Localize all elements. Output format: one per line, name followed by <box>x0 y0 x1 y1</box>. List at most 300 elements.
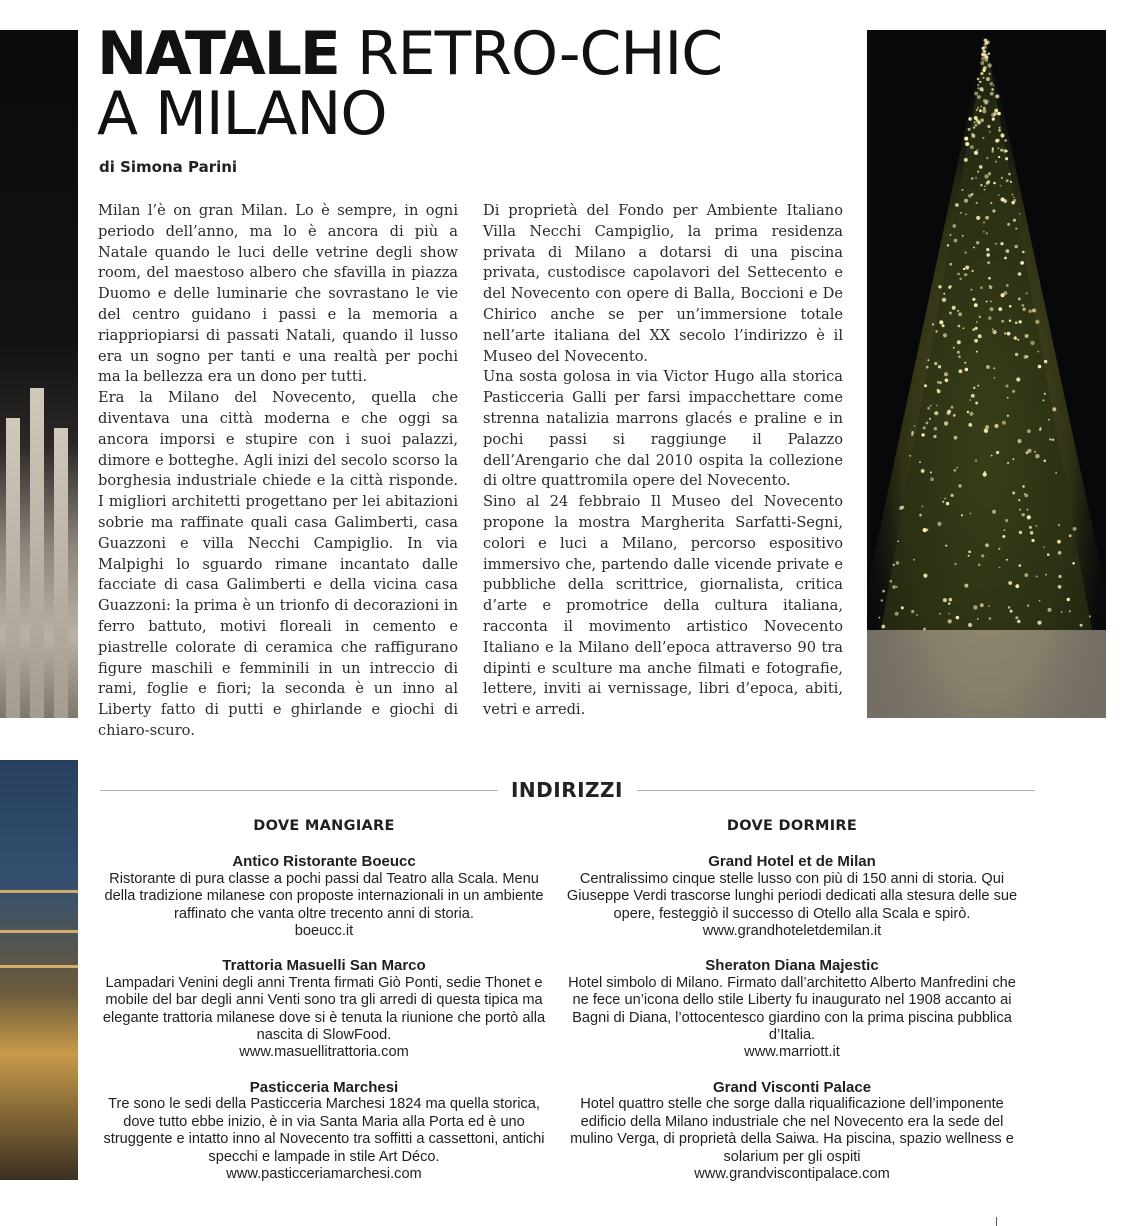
tree-light <box>969 399 971 401</box>
tree-light <box>974 124 977 127</box>
tree-light <box>984 189 986 191</box>
tree-light <box>1000 185 1002 187</box>
tree-light <box>945 379 949 383</box>
tree-light <box>1027 429 1031 433</box>
tree-light <box>1017 439 1021 443</box>
tree-light <box>984 43 986 45</box>
tree-light <box>989 131 991 133</box>
tree-light <box>921 469 925 473</box>
tree-light <box>1080 624 1083 627</box>
tree-light <box>976 119 980 123</box>
tree-light <box>1007 332 1011 336</box>
tree-light <box>970 145 974 149</box>
tree-light <box>943 598 947 602</box>
tree-light <box>968 551 971 554</box>
venue-website: boeucc.it <box>294 923 354 940</box>
tree-light <box>962 189 964 191</box>
tree-light <box>968 117 972 121</box>
tree-light <box>954 469 957 472</box>
tree-light <box>1059 575 1062 578</box>
tree-light <box>977 149 979 151</box>
author-byline: di Simona Parini <box>99 158 238 176</box>
tree-light <box>987 261 990 264</box>
tree-light <box>964 158 968 162</box>
tree-light <box>933 435 936 438</box>
tree-light <box>973 126 975 128</box>
tree-light <box>1029 310 1032 313</box>
tree-light <box>930 405 932 407</box>
tree-light <box>980 81 982 83</box>
tree-light <box>1010 610 1013 613</box>
tree-light <box>985 543 989 547</box>
tree-light <box>1024 573 1028 577</box>
tree-light <box>994 109 998 113</box>
tree-light <box>1045 574 1047 576</box>
tree-light <box>988 605 990 607</box>
tree-light <box>893 564 895 566</box>
tree-light <box>964 362 966 364</box>
tree-light <box>952 306 956 310</box>
tree-light <box>951 494 954 497</box>
tree-light <box>987 125 990 128</box>
tree-light <box>975 460 977 462</box>
tree-light <box>977 87 979 89</box>
paragraph: Una sosta golosa in via Victor Hugo alla storica Pasticceria Galli per farsi impacchettare come strenna natalizia marrons glacés e praline e in pochi passi si raggiunge il Palazzo dell’Arengario che dal 2010 ospita la collezione di oltre quattromila opere del Novecento. <box>483 368 843 490</box>
tree-light <box>1007 415 1009 417</box>
tree-light <box>959 278 962 281</box>
tree-light <box>991 455 993 457</box>
tree-light <box>971 193 973 195</box>
naviglio-night-photo <box>0 760 78 1180</box>
tree-light <box>950 234 952 236</box>
tree-light <box>951 406 954 409</box>
tree-light <box>990 301 992 303</box>
tree-light <box>1000 149 1003 152</box>
tree-light <box>965 214 967 216</box>
tree-light <box>971 270 973 272</box>
tree-light <box>1015 584 1019 588</box>
tree-light <box>1044 393 1046 395</box>
tree-light <box>992 149 994 151</box>
tree-light <box>978 564 981 567</box>
tree-light <box>938 365 941 368</box>
tree-light <box>991 113 995 117</box>
venue-website: www.marriott.it <box>744 1044 840 1061</box>
duomo-spires-photo <box>0 30 78 718</box>
tree-light <box>901 606 904 609</box>
tree-light <box>968 623 972 627</box>
tree-light <box>1022 251 1025 254</box>
tree-light <box>994 377 996 379</box>
tree-light <box>986 77 990 81</box>
tree-light <box>1049 438 1051 440</box>
tree-light <box>972 328 975 331</box>
tree-light <box>1021 304 1024 307</box>
tree-light <box>976 241 979 244</box>
tree-light <box>1002 535 1005 538</box>
tree-light <box>913 559 915 561</box>
tree-light <box>924 384 927 387</box>
tree-light <box>1028 449 1032 453</box>
tree-light <box>909 455 911 457</box>
tree-light <box>976 109 978 111</box>
tree-light <box>911 610 914 613</box>
tree-light <box>919 514 922 517</box>
tree-light <box>1036 575 1038 577</box>
body-column-right <box>483 201 843 721</box>
tree-light <box>1029 526 1032 529</box>
tree-light <box>1001 177 1003 179</box>
tree-light <box>982 77 984 79</box>
paragraph: Milan l’è on gran Milan. Lo è sempre, in ogni periodo dell’anno, ma lo è ancora di più a Natale quando le luci delle vetrine degli show room, del maestoso albero che sfavilla in piazza Duomo e delle luminarie che sovrastano le vie del centro guidano i passi e la memoria a riappriopiarsi di passati Natali, quando il lusso era un sogno per tanti e una realtà per pochi ma la bellezza era un dono per tutti. <box>98 202 458 386</box>
tree-light <box>1026 292 1028 294</box>
paragraph: Sino al 24 febbraio Il Museo del Novecento propone la mostra Margherita Sarfatti-Segni, colori e luci a Milano, percorso espositivo immersivo che, partendo dalle vicende private e pubbliche della scrittrice, giornalista, critica d’arte e promotrice della cultura italiana, racconta il movimento artistico Novecento Italiano e la Milano dell’epoca attraverso 90 tra dipinti e sculture ma anche filmati e fotografie, lettere, inviti ai vernissage, libri d’epoca, abiti, vetri e arredi. <box>483 493 843 719</box>
tree-light <box>1007 223 1010 226</box>
tree-light <box>982 49 985 52</box>
title-light: RETRO-CHIC <box>338 19 723 89</box>
tree-light <box>995 161 997 163</box>
tree-light <box>958 355 961 358</box>
tree-light <box>1039 600 1041 602</box>
tree-light <box>989 285 991 287</box>
tree-light <box>979 316 982 319</box>
tree-light <box>948 619 952 623</box>
tree-light <box>1030 531 1034 535</box>
tree-light <box>986 301 988 303</box>
tree-light <box>957 273 960 276</box>
tree-light <box>914 425 916 427</box>
tree-light <box>985 430 988 433</box>
venue-name: Grand Hotel et de Milan <box>708 853 876 871</box>
tree-light <box>1012 194 1014 196</box>
tree-light <box>995 243 997 245</box>
tree-light <box>980 87 984 91</box>
address-entry <box>96 1079 552 1183</box>
tree-light <box>976 321 978 323</box>
tree-light <box>964 137 968 141</box>
tree-light <box>922 505 924 507</box>
section-rule-right <box>637 790 1035 791</box>
section-title: INDIRIZZI <box>510 778 623 802</box>
tree-light <box>957 310 959 312</box>
tree-light <box>971 289 973 291</box>
tree-light <box>988 277 991 280</box>
tree-light <box>1006 249 1010 253</box>
tree-light <box>1012 390 1015 393</box>
tree-light <box>1036 525 1038 527</box>
tree-light <box>1067 598 1070 601</box>
tree-light <box>993 182 996 185</box>
tree-light <box>986 157 988 159</box>
tree-light <box>981 554 984 557</box>
tree-light <box>1073 527 1077 531</box>
tree-light <box>944 498 946 500</box>
tree-light <box>957 340 961 344</box>
tree-light <box>989 307 993 311</box>
tree-light <box>926 422 929 425</box>
tree-light <box>1003 149 1007 153</box>
tree-light <box>976 202 978 204</box>
tree-light <box>1043 546 1045 548</box>
tree-light <box>945 545 947 547</box>
tree-light <box>947 244 949 246</box>
tree-light <box>1009 320 1011 322</box>
tree-light <box>993 85 995 87</box>
tree-light <box>999 567 1001 569</box>
tree-light <box>946 502 949 505</box>
tree-light <box>935 330 937 332</box>
tree-light <box>998 156 1000 158</box>
tree-light <box>983 107 986 110</box>
tree-light <box>916 614 918 616</box>
tree-light <box>948 602 951 605</box>
tree-light <box>983 472 987 476</box>
tree-light <box>881 625 885 629</box>
tree-light <box>972 298 975 301</box>
tree-light <box>986 233 988 235</box>
tree-light <box>1008 606 1011 609</box>
tree-light <box>923 574 927 578</box>
tree-light <box>1013 219 1016 222</box>
venue-name: Grand Visconti Palace <box>712 1078 872 1096</box>
tree-light <box>973 605 977 609</box>
venue-description: Centralissimo cinque stelle lusso con più di 150 anni di storia. Qui Giuseppe Verdi trascorse lunghi periodi dedicati alla stesura delle sue opere, festeggiò il successo di Otello alla Scala e spirò. <box>566 870 1018 922</box>
tree-light <box>998 307 1002 311</box>
venue-name: Pasticceria Marchesi <box>249 1078 399 1096</box>
tree-light <box>1009 305 1012 308</box>
tree-light <box>1004 291 1008 295</box>
tree-light <box>992 209 995 212</box>
tree-light <box>1008 581 1012 585</box>
tree-light <box>937 389 939 391</box>
tree-light <box>974 121 976 123</box>
tree-light <box>1055 472 1057 474</box>
tree-light <box>982 109 986 113</box>
tree-light <box>998 548 1000 550</box>
tree-light <box>975 327 978 330</box>
tree-light <box>965 266 969 270</box>
tree-light <box>1006 284 1009 287</box>
tree-light <box>956 616 960 620</box>
tree-light <box>1044 360 1047 363</box>
tree-light <box>938 285 941 288</box>
tree-light <box>992 510 996 514</box>
tree-light <box>967 411 969 413</box>
tree-light <box>989 617 992 620</box>
tree-light <box>989 73 991 75</box>
tree-light <box>1061 611 1063 613</box>
tree-light <box>947 411 951 415</box>
tree-light <box>944 372 948 376</box>
tree-light <box>985 425 989 429</box>
tree-light <box>1058 551 1062 555</box>
tree-light <box>960 212 962 214</box>
tree-light <box>980 73 982 75</box>
tree-light <box>988 53 990 55</box>
tree-light <box>949 598 953 602</box>
tree-light <box>1043 399 1045 401</box>
article-title <box>97 19 723 149</box>
tree-light <box>1034 451 1036 453</box>
tree-light <box>930 477 934 481</box>
tree-light <box>980 286 983 289</box>
tree-light <box>988 172 991 175</box>
tree-light <box>955 203 959 207</box>
venue-description: Lampadari Venini degli anni Trenta firmati Giò Ponti, sedie Thonet e mobile del bar degli anni Venti sono tra gli arredi di questa tipica ma elegante trattoria milanese dove si è tenuta la riunione che portò alla nascita di SlowFood. <box>102 974 546 1044</box>
tree-light <box>1005 519 1008 522</box>
tree-light <box>992 118 995 121</box>
tree-light <box>954 239 958 243</box>
tree-light <box>975 177 977 179</box>
tree-light <box>896 561 899 564</box>
tree-light <box>971 134 975 138</box>
tree-light <box>980 603 984 607</box>
tree-light <box>990 92 994 96</box>
tree-light <box>986 248 989 251</box>
tree-light <box>1019 509 1021 511</box>
venue-name: Sheraton Diana Majestic <box>705 957 879 975</box>
tree-light <box>879 617 881 619</box>
tree-light <box>968 555 970 557</box>
tree-light <box>994 424 998 428</box>
tree-light <box>988 316 991 319</box>
tree-light <box>988 63 992 67</box>
tree-light <box>980 118 984 122</box>
tree-light <box>980 61 984 65</box>
tree-light <box>973 247 975 249</box>
tree-light <box>1057 540 1061 544</box>
tree-light <box>987 180 990 183</box>
tree-light <box>964 584 968 588</box>
tree-light <box>919 461 921 463</box>
tree-light <box>984 174 988 178</box>
tree-light <box>1047 608 1051 612</box>
tree-light <box>942 501 944 503</box>
tree-light <box>1015 321 1018 324</box>
tree-light <box>1008 173 1011 176</box>
tree-light <box>1052 407 1056 411</box>
venue-website: www.pasticceriamarchesi.com <box>226 1165 422 1182</box>
tree-light <box>1014 245 1018 249</box>
tree-light <box>948 613 950 615</box>
tree-light <box>923 628 926 631</box>
tree-light <box>1000 133 1004 137</box>
tree-light <box>980 184 982 186</box>
tree-light <box>942 324 945 327</box>
tree-light <box>1006 559 1008 561</box>
tree-light <box>983 221 985 223</box>
tree-light <box>998 194 1000 196</box>
tree-light <box>911 431 914 434</box>
tree-light <box>1019 531 1022 534</box>
tree-light <box>984 185 986 187</box>
tree-light <box>1004 332 1006 334</box>
tree-light <box>1089 615 1091 617</box>
tree-light <box>981 56 985 60</box>
tree-light <box>897 541 899 543</box>
tree-light <box>977 171 979 173</box>
tree-light <box>977 618 979 620</box>
tree-light <box>1002 421 1006 425</box>
tree-light <box>1030 341 1034 345</box>
paragraph: Era la Milano del Novecento, quella che diventava una città moderna e che oggi sa ancora imporsi e stupire con i suoi palazzi, dimore e botteghe. Agli inizi del secolo scorso la borghesia industriale chiede e la città risponde. I migliori architetti progettano per lei abitazioni sobrie ma raffinate quali casa Galimberti, casa Guazzoni e villa Necchi Campiglio. In via Malpighi lo sguardo rimane incantato dalle facciate di casa Galimberti e della vicina casa Guazzoni: la prima è un trionfo di decorazioni in ferro battuto, motivi floreali in cemento e piastrelle colorate di ceramica che raffigurano figure maschili e femminili in un intreccio di rami, foglie e fiori; la seconda è un inno al Liberty fatto di putti e ghirlande e giochi di chiaro-scuro. <box>98 389 458 739</box>
tree-light <box>971 394 975 398</box>
tree-light <box>968 423 972 427</box>
tree-light <box>1005 157 1008 160</box>
tree-light <box>974 303 978 307</box>
tree-light <box>1004 257 1007 260</box>
tree-light <box>963 327 965 329</box>
dove-dormire-column <box>564 818 1020 1200</box>
tree-light <box>882 590 885 593</box>
tree-light <box>1013 199 1016 202</box>
tree-light <box>974 339 978 343</box>
tree-light <box>974 92 978 96</box>
tree-light <box>1019 320 1022 323</box>
tree-light <box>977 78 980 81</box>
tree-light <box>980 106 982 108</box>
dove-mangiare-column <box>96 818 552 1200</box>
tree-light <box>1035 320 1039 324</box>
tree-light <box>979 109 982 112</box>
tree-light <box>998 129 1001 132</box>
tree-light <box>1003 199 1007 203</box>
tree-light <box>979 165 983 169</box>
body-column-left <box>98 201 458 742</box>
tree-light <box>942 298 946 302</box>
tree-light <box>1022 485 1025 488</box>
tree-light <box>965 368 969 372</box>
tree-light <box>965 252 967 254</box>
tree-light <box>1027 515 1031 519</box>
paragraph: Di proprietà del Fondo per Ambiente Italiano Villa Necchi Campiglio, la prima residenza privata di Milano a dotarsi di una piscina privata, custodisce capolavori del Settecento e del Novecento con opere di Balla, Boccioni e De Chirico anche se per un’immersione totale nell’arte italiana del XX secolo l’indirizzo è il Museo del Novecento. <box>483 202 843 365</box>
tree-light <box>983 69 986 72</box>
venue-website: www.grandhoteletdemilan.it <box>702 923 882 940</box>
christmas-tree-photo <box>867 30 1106 718</box>
tree-light <box>977 95 981 99</box>
tree-light <box>1017 620 1020 623</box>
tree-light <box>977 107 979 109</box>
tree-light <box>953 347 955 349</box>
tree-light <box>1052 439 1054 441</box>
tree-light <box>926 366 929 369</box>
tree-light <box>970 513 972 515</box>
tree-light <box>1027 605 1029 607</box>
tree-light <box>977 385 979 387</box>
tree-light <box>998 147 1000 149</box>
tree-light <box>986 365 990 369</box>
tree-light <box>1032 309 1036 313</box>
tree-light <box>1001 320 1004 323</box>
tree-light <box>1010 181 1012 183</box>
tree-light <box>985 216 989 220</box>
tree-light <box>949 312 952 315</box>
tree-light <box>964 199 968 203</box>
tree-light <box>1019 564 1022 567</box>
tree-light <box>961 514 963 516</box>
tree-light <box>1007 462 1009 464</box>
tree-light <box>997 112 1001 116</box>
tree-light <box>1004 139 1007 142</box>
tree-light <box>975 402 978 405</box>
tree-light <box>993 330 997 334</box>
tree-light <box>974 151 978 155</box>
tree-light <box>939 320 943 324</box>
tree-light <box>965 142 969 146</box>
address-entry <box>564 1079 1020 1183</box>
tree-light <box>1024 493 1026 495</box>
tree-light <box>1025 334 1029 338</box>
